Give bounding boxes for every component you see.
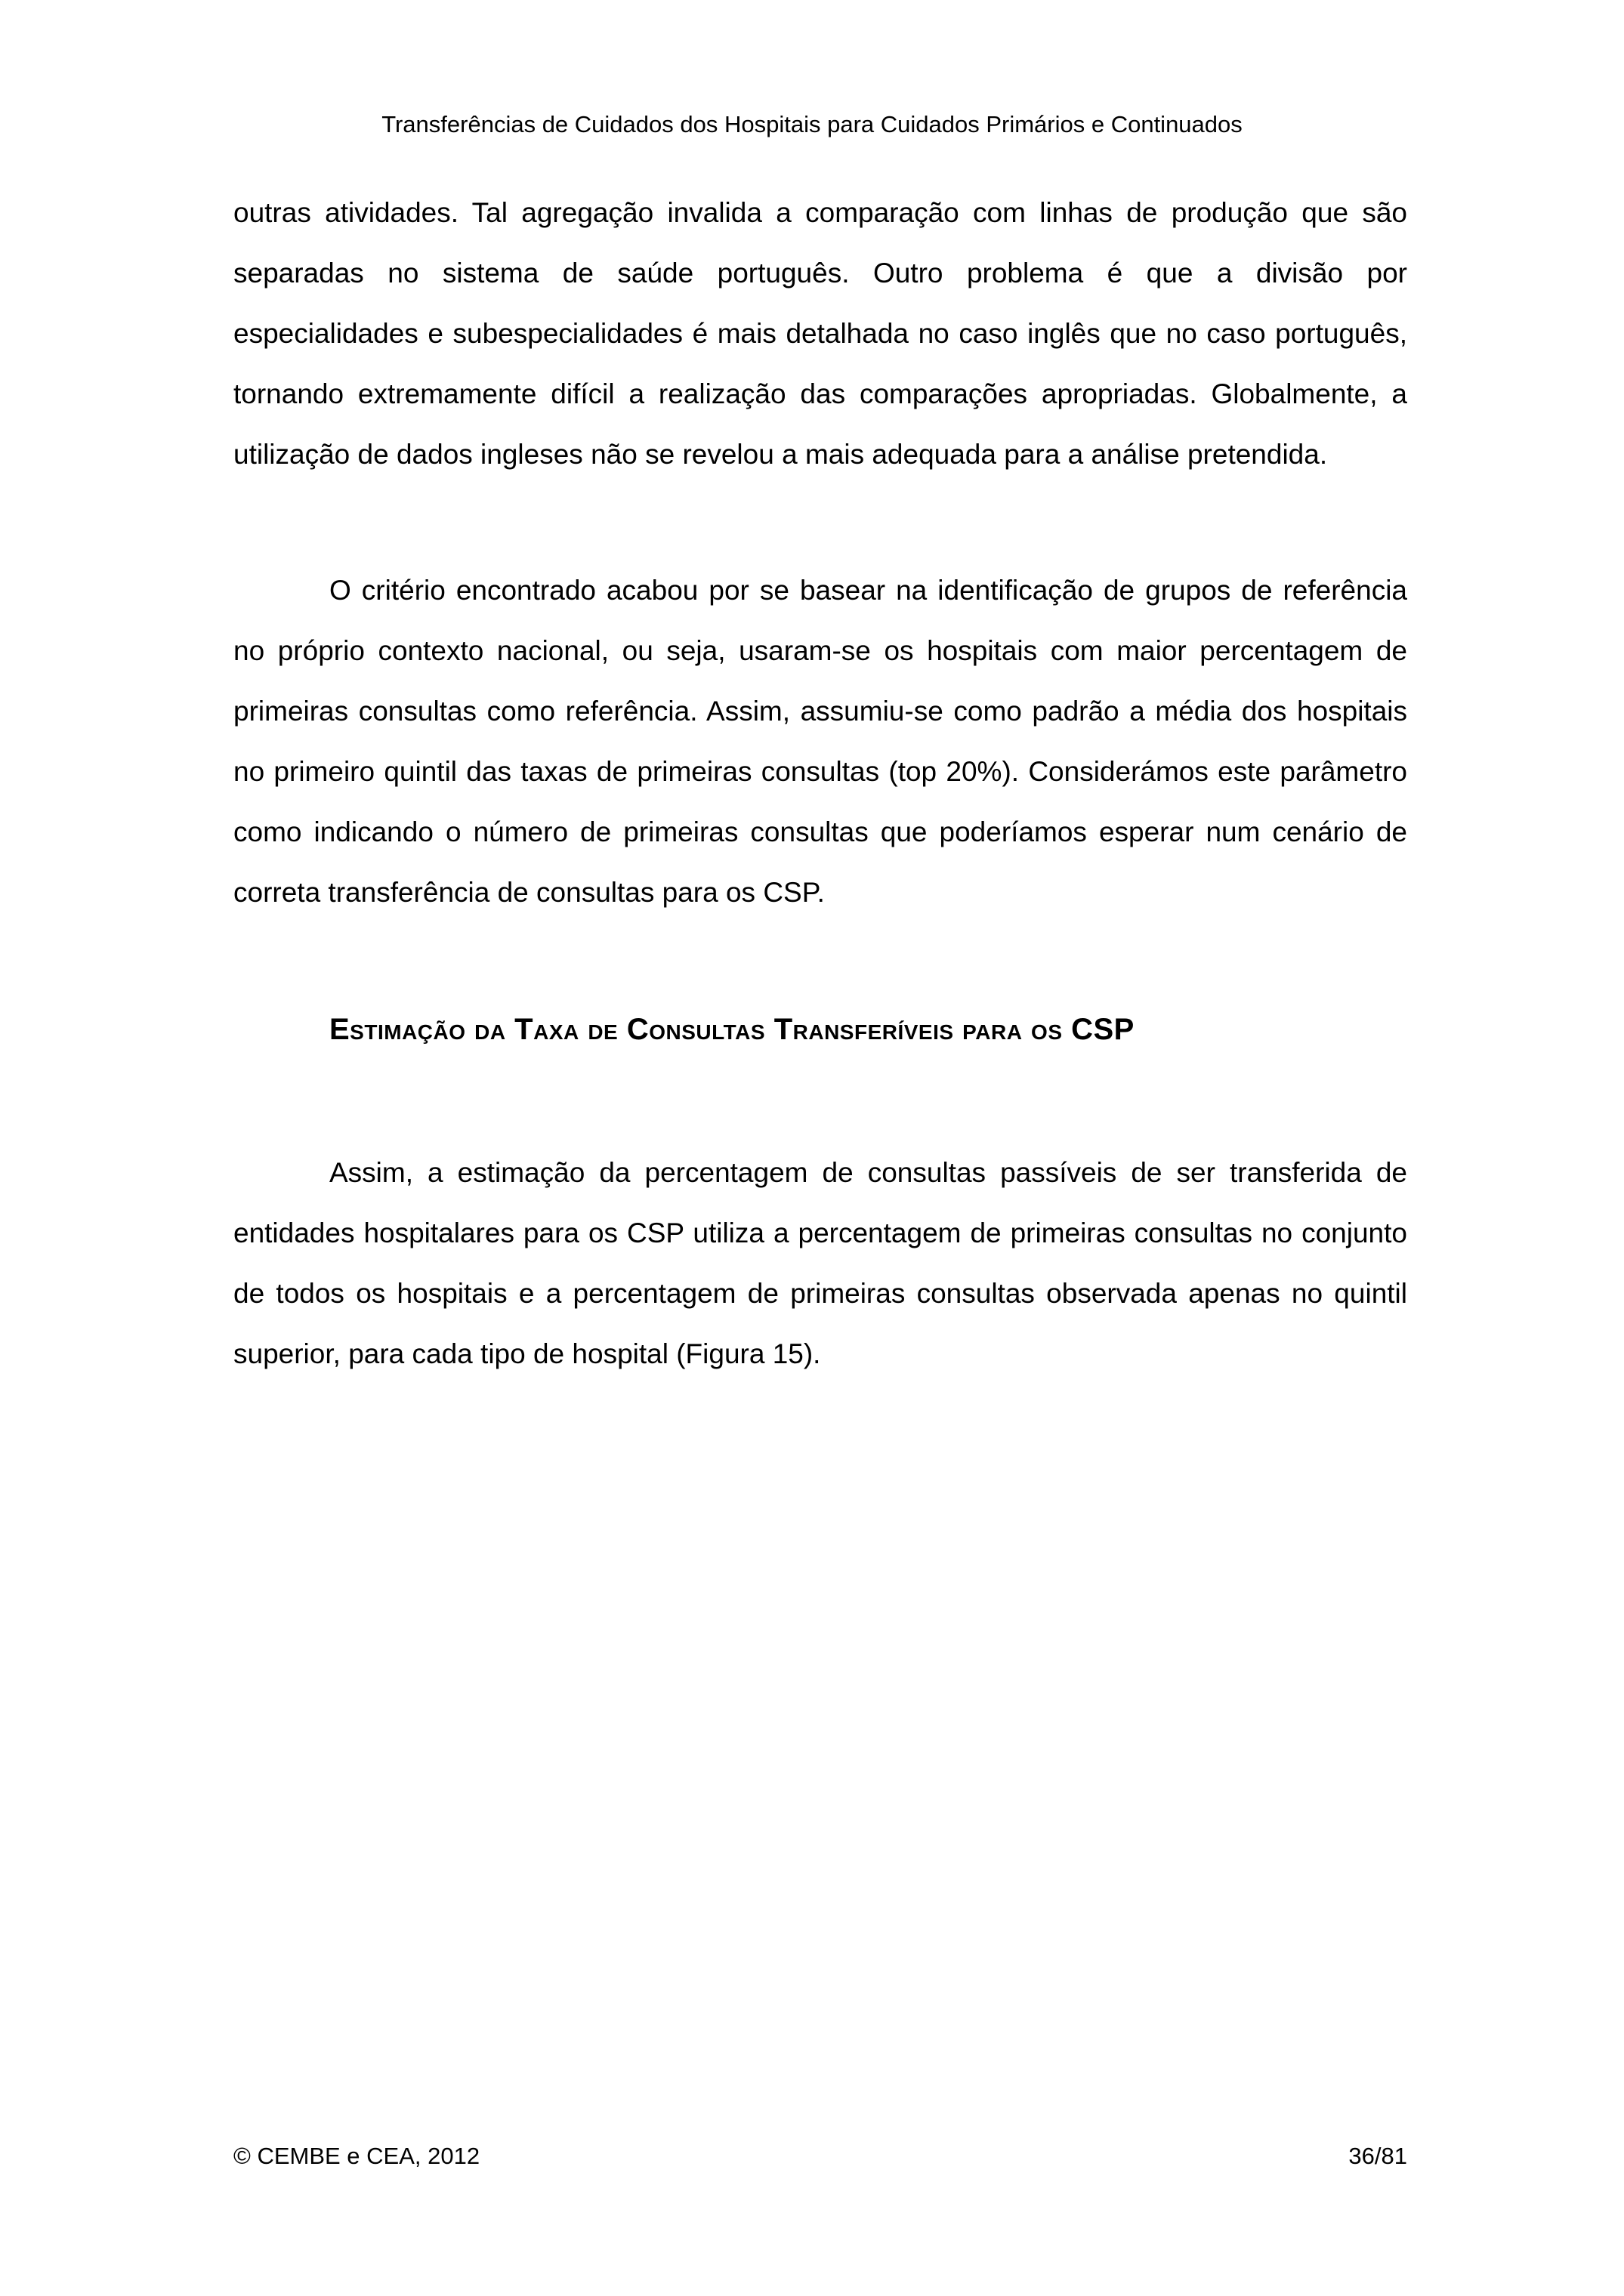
page-number: 36/81 <box>1348 2143 1407 2169</box>
running-header: Transferências de Cuidados dos Hospitais para Cuidados Primários e Continuados <box>381 111 1243 137</box>
paragraph-criterio: O critério encontrado acabou por se basear na identificação de grupos de referência no próprio contexto nacional, ou seja, usaram-se os hospitais com maior percentagem de primeiras consultas como referência. Assim, assumiu-se como padrão a média dos hospitais no primeiro quintil das taxas de primeiras consultas (top 20%). Considerámos este parâmetro como indicando o número de primeiras consultas que poderíamos esperar num cenário de correta transferência de consultas para os CSP. <box>233 575 1407 908</box>
paragraph-estimacao: Assim, a estimação da percentagem de consultas passíveis de ser transferida de entidades hospitalares para os CSP utiliza a percentagem de primeiras consultas no conjunto de todos os hospitais e a percentagem de primeiras consultas observada apenas no quintil superior, para cada tipo de hospital (Figura 15). <box>233 1157 1407 1369</box>
page-footer <box>233 2140 1407 2173</box>
paragraph-continuation: outras atividades. Tal agregação invalida a comparação com linhas de produção que são separadas no sistema de saúde português. Outro problema é que a divisão por especialidades e subespecialidades é mais detalhada no caso inglês que no caso português, tornando extremamente difícil a realização das comparações apropriadas. Globalmente, a utilização de dados ingleses não se revelou a mais adequada para a análise pretendida. <box>233 197 1407 470</box>
section-heading: Estimação da Taxa de Consultas Transferíveis para os CSP <box>329 1013 1135 1046</box>
document-body <box>233 183 1407 1384</box>
footer-copyright: © CEMBE e CEA, 2012 <box>233 2143 480 2169</box>
